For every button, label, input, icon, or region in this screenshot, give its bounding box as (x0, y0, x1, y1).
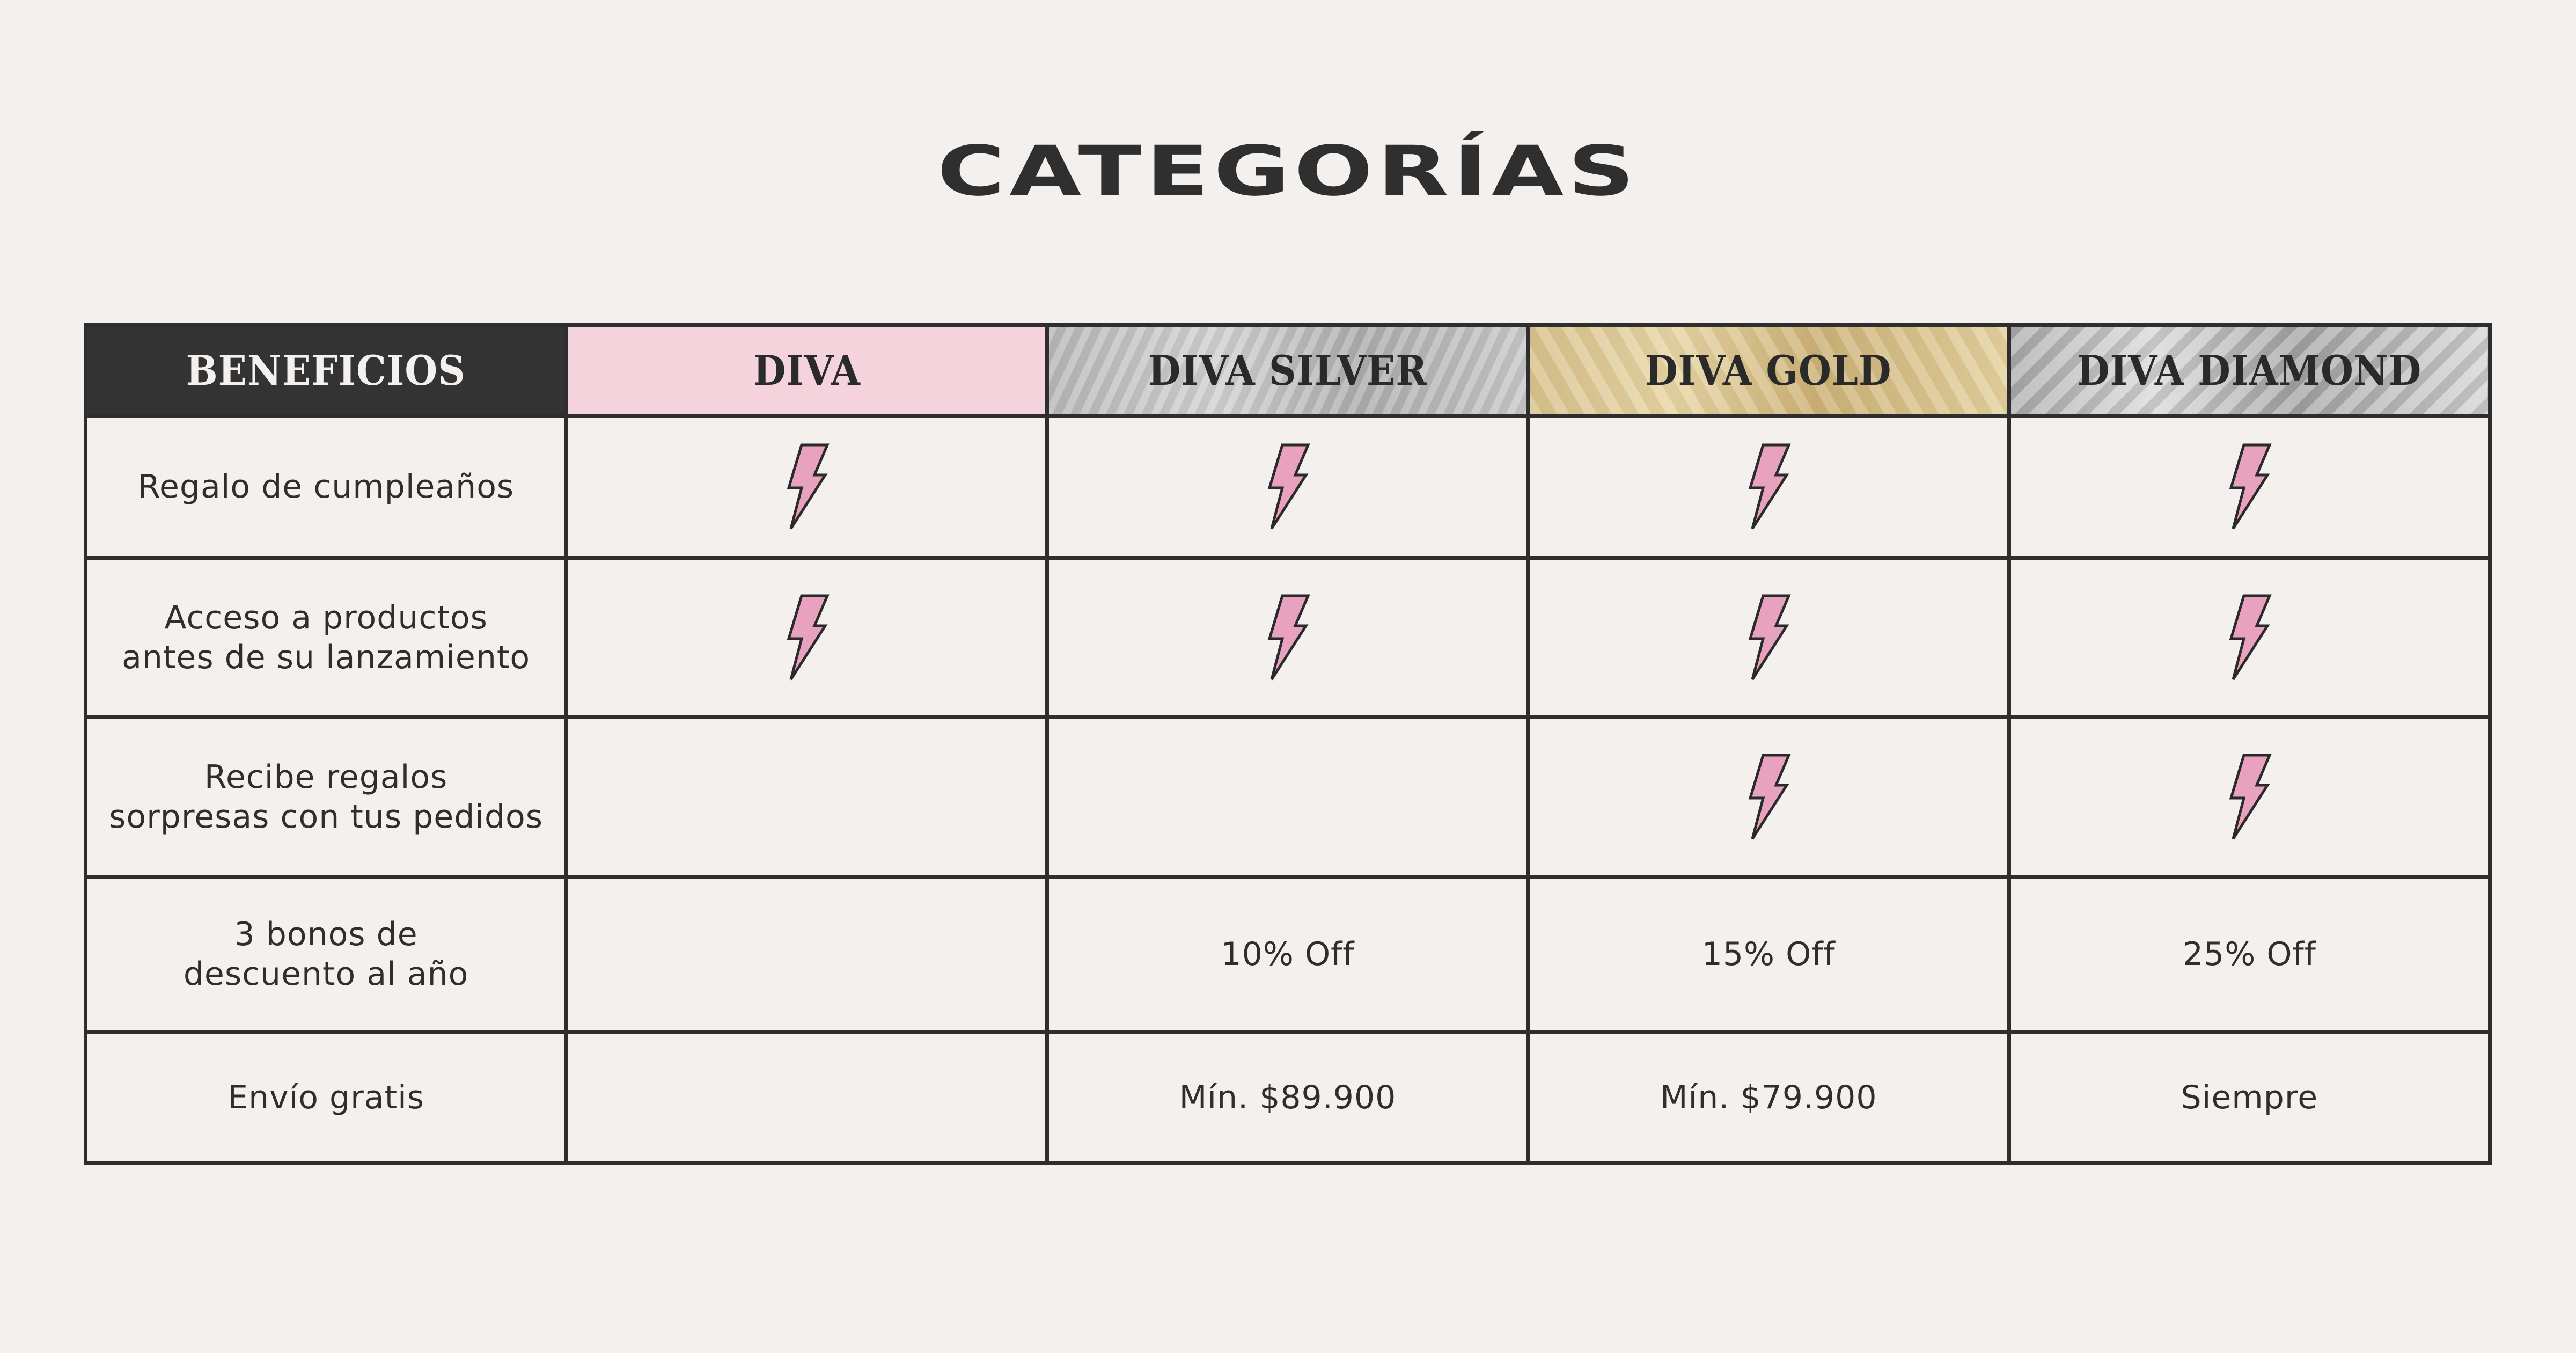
table-cell (1047, 416, 1528, 558)
lightning-bolt-icon (1265, 594, 1310, 682)
lightning-bolt-icon (1746, 443, 1791, 531)
table-cell (2009, 416, 2490, 558)
header-diva-diamond (2009, 325, 2490, 416)
header-diva-gold (1528, 325, 2009, 416)
table-cell (2009, 877, 2490, 1032)
header-diva-silver-label: DIVA SILVER (1148, 346, 1428, 394)
table-cell (567, 558, 1047, 718)
lightning-bolt-icon (2227, 594, 2272, 682)
table-cell (1528, 416, 2009, 558)
table-cell (567, 1032, 1047, 1164)
benefit-label: Envío gratis (86, 1032, 567, 1164)
table-row (86, 718, 2490, 877)
header-diva-label: DIVA (753, 346, 861, 394)
benefit-label-line: Acceso a productos (164, 599, 488, 637)
header-diva-diamond-label: DIVA DIAMOND (2077, 346, 2422, 394)
header-beneficios-label: BENEFICIOS (186, 346, 466, 394)
table-cell (1528, 718, 2009, 877)
table-row (86, 877, 2490, 1032)
table-row (86, 416, 2490, 558)
table-cell (1047, 718, 1528, 877)
benefit-label-line: descuento al año (183, 955, 469, 993)
header-diva-gold-label: DIVA GOLD (1645, 346, 1892, 394)
benefits-table (84, 323, 2492, 1165)
benefit-label (86, 718, 567, 877)
table-cell (1047, 877, 1528, 1032)
table-row (86, 1032, 2490, 1164)
benefit-label-line: sorpresas con tus pedidos (109, 798, 544, 836)
lightning-bolt-icon (784, 443, 830, 531)
header-row (86, 325, 2490, 416)
table-cell (2009, 1032, 2490, 1164)
table-cell (567, 877, 1047, 1032)
table-cell (1047, 558, 1528, 718)
benefit-label: Regalo de cumpleaños (86, 416, 567, 558)
table-cell (1528, 877, 2009, 1032)
header-diva (567, 325, 1047, 416)
lightning-bolt-icon (1746, 594, 1791, 682)
benefit-value: Mín. $89.900 (1179, 1079, 1397, 1116)
table-cell (2009, 558, 2490, 718)
header-beneficios (86, 325, 567, 416)
lightning-bolt-icon (2227, 753, 2272, 841)
benefit-label-line: antes de su lanzamiento (122, 639, 531, 676)
table-cell (1528, 558, 2009, 718)
table-cell (567, 416, 1047, 558)
benefit-label-line: 3 bonos de (234, 916, 418, 953)
lightning-bolt-icon (1746, 753, 1791, 841)
header-diva-silver (1047, 325, 1528, 416)
benefit-value: Mín. $79.900 (1660, 1079, 1877, 1116)
lightning-bolt-icon (784, 594, 830, 682)
benefit-label-line: Recibe regalos (204, 758, 448, 796)
table-cell (1528, 1032, 2009, 1164)
benefit-value: 10% Off (1221, 935, 1355, 973)
benefit-value: 25% Off (2182, 935, 2316, 973)
table-cell (567, 718, 1047, 877)
table-cell (2009, 718, 2490, 877)
page-title: CATEGORÍAS (937, 131, 1639, 211)
benefit-value: 15% Off (1701, 935, 1836, 973)
benefit-value: Siempre (2181, 1079, 2318, 1116)
benefit-label (86, 558, 567, 718)
lightning-bolt-icon (1265, 443, 1310, 531)
lightning-bolt-icon (2227, 443, 2272, 531)
table-row (86, 558, 2490, 718)
table-cell (1047, 1032, 1528, 1164)
benefit-label (86, 877, 567, 1032)
